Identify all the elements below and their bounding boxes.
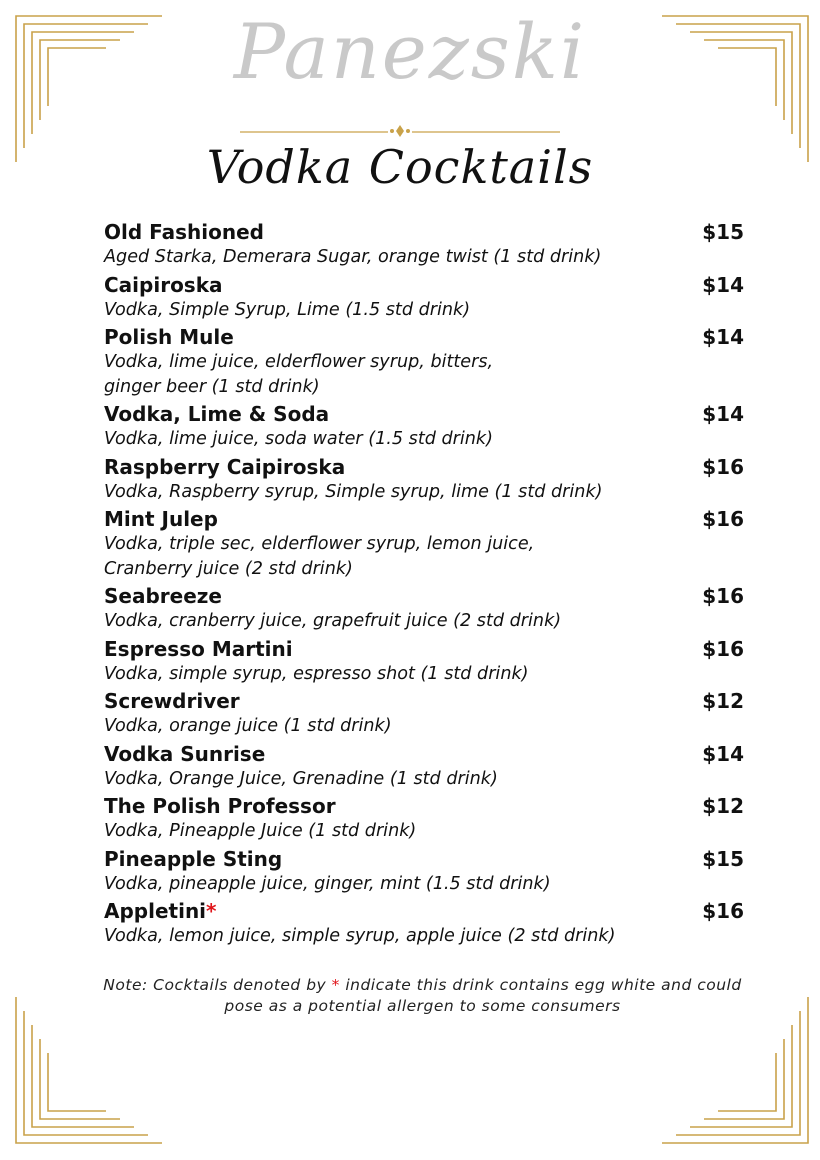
gold-divider [240,122,560,138]
menu-item [104,741,744,792]
cocktail-price: $16 [702,899,744,923]
cocktail-description: Vodka, pineapple juice, ginger, mint (1.5 std drink) [104,873,551,894]
cocktail-description: Vodka, triple sec, elderflower syrup, lemon juice, Cranberry juice (2 std drink) [104,534,535,579]
cocktail-name-text: Screwdriver [104,689,240,713]
cocktail-name-text: Polish Mule [104,325,234,349]
menu-item-header [104,688,744,714]
cocktail-name-text: Pineapple Sting [104,846,283,871]
cocktail-description: Vodka, orange juice (1 std drink) [104,716,392,736]
cocktail-name-text: Old Fashioned [104,220,264,244]
cocktail-description: Vodka, Orange Juice, Grenadine (1 std drink) [104,768,498,789]
cocktail-name [104,506,218,532]
cocktail-price: $16 [702,584,744,608]
cocktail-menu [104,219,744,951]
cocktail-description: Vodka, lemon juice, simple syrup, apple juice (2 std drink) [104,926,616,946]
menu-item [104,636,744,687]
cocktail-description: Vodka, Pineapple Juice (1 std drink) [104,821,417,841]
cocktail-name-text: Appletini [104,899,207,923]
menu-item [104,272,744,323]
cocktail-name-text: The Polish Professor [104,794,336,818]
cocktail-description: Vodka, lime juice, elderflower syrup, bitters, ginger beer (1 std drink) [104,352,494,397]
cocktail-name [104,688,240,714]
cocktail-name [104,454,345,480]
note-suffix: indicate this drink contains egg white and could pose as a potential allergen to some consumers [224,976,742,1015]
cocktail-name [104,846,282,872]
menu-item-header [104,324,744,350]
menu-item-header [104,454,744,480]
cocktail-description: Vodka, Simple Syrup, Lime (1.5 std drink) [104,299,471,320]
menu-item-header [104,846,744,872]
cocktail-price: $16 [702,636,744,661]
menu-item [104,846,744,897]
menu-item-header [104,793,744,819]
cocktail-price: $14 [702,741,744,766]
cocktail-price: $14 [702,402,744,426]
cocktail-description: Vodka, Raspberry syrup, Simple syrup, lime (1 std drink) [104,481,603,502]
menu-item-header [104,401,744,427]
cocktail-name-text: Caipiroska [104,272,223,297]
brand-logo: Panezski [233,7,587,96]
cocktail-name [104,636,293,662]
cocktail-description: Vodka, cranberry juice, grapefruit juice (2 std drink) [104,611,562,631]
menu-title: Vodka Cocktails [206,140,594,194]
cocktail-description: Aged Starka, Demerara Sugar, orange twist (1 std drink) [104,247,602,267]
cocktail-description: Vodka, simple syrup, espresso shot (1 std drink) [104,663,529,684]
menu-item [104,506,744,581]
cocktail-price: $12 [702,794,744,818]
cocktail-description: Vodka, lime juice, soda water (1.5 std drink) [104,429,493,449]
cocktail-name-text: Seabreeze [104,584,222,608]
cocktail-price: $15 [702,220,744,244]
cocktail-price: $12 [702,689,744,713]
menu-item-header [104,583,744,609]
cocktail-price: $14 [702,325,744,349]
menu-item [104,401,744,452]
cocktail-name [104,793,336,819]
menu-item [104,583,744,634]
cocktail-name-text: Espresso Martini [104,636,293,661]
cocktail-price: $16 [702,507,744,531]
cocktail-name-text: Vodka Sunrise [104,741,266,766]
cocktail-name [104,219,264,245]
egg-white-marker: * [206,899,217,923]
corner-ornament-bottom-left [14,995,164,1145]
cocktail-price: $14 [702,272,744,297]
cocktail-name-text: Raspberry Caipiroska [104,454,346,479]
menu-item-header [104,898,744,924]
note-prefix: Note: Cocktails denoted by [103,976,332,994]
menu-item-header [104,506,744,532]
menu-item [104,898,744,949]
cocktail-name [104,741,265,767]
allergen-note [100,975,745,1017]
cocktail-price: $16 [702,454,744,479]
cocktail-name [104,272,223,298]
cocktail-name-text: Vodka, Lime & Soda [104,402,330,426]
corner-ornament-bottom-right [660,995,810,1145]
menu-item-header [104,219,744,245]
cocktail-price: $15 [702,846,744,871]
cocktail-name [104,324,234,350]
menu-item [104,454,744,505]
cocktail-name [104,583,222,609]
cocktail-name [104,401,329,427]
asterisk-marker: * [331,976,340,994]
menu-item [104,688,744,739]
menu-item-header [104,272,744,298]
menu-item [104,219,744,270]
menu-item-header [104,741,744,767]
menu-item [104,324,744,399]
cocktail-name-text: Mint Julep [104,507,218,531]
menu-item-header [104,636,744,662]
menu-item [104,793,744,844]
cocktail-name [104,898,217,924]
